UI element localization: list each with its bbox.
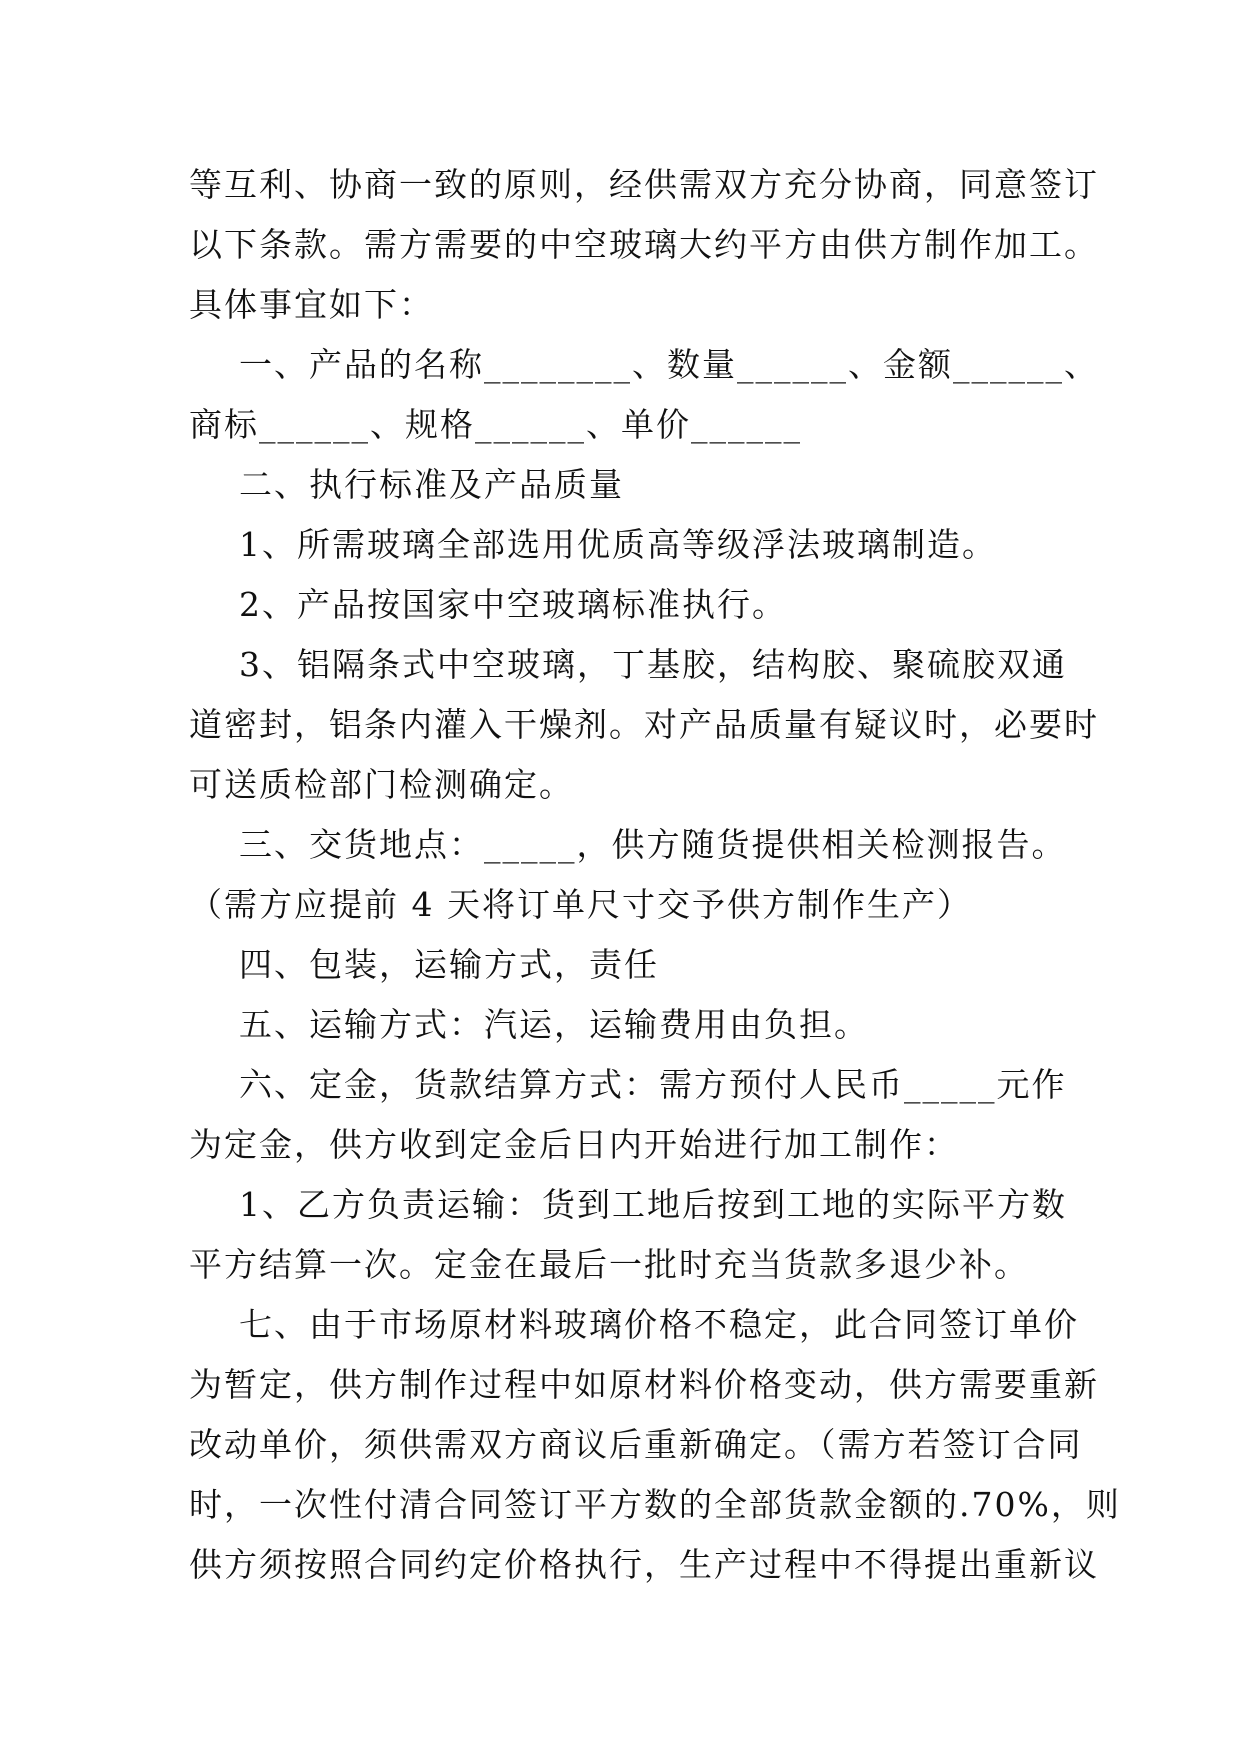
text-line-10: 道密封，铝条内灌入干燥剂。对产品质量有疑议时，必要时 [189,705,1099,744]
text-line-07: 1、所需玻璃全部选用优质高等级浮法玻璃制造。 [189,525,997,564]
text-line-22: 改动单价，须供需双方商议后重新确定。（需方若签订合同 [189,1425,1083,1464]
text-line-18: 1、乙方负责运输：货到工地后按到工地的实际平方数 [189,1185,1067,1224]
text-line-20: 七、由于市场原材料玻璃价格不稳定，此合同签订单价 [189,1305,1079,1344]
text-line-15: 五、运输方式：汽运，运输费用由负担。 [189,1005,869,1044]
text-line-24: 供方须按照合同约定价格执行，生产过程中不得提出重新议 [189,1545,1099,1584]
text-line-06: 二、执行标准及产品质量 [189,465,624,504]
text-line-08: 2、产品按国家中空玻璃标准执行。 [189,585,787,624]
text-line-05: 商标______、规格______、单价______ [189,405,802,444]
text-line-09: 3、铝隔条式中空玻璃，丁基胶，结构胶、聚硫胶双通 [189,645,1067,684]
text-line-19: 平方结算一次。定金在最后一批时充当货款多退少补。 [189,1245,1029,1284]
text-line-17: 为定金，供方收到定金后日内开始进行加工制作： [189,1125,959,1164]
text-line-01: 等互利、协商一致的原则，经供需双方充分协商，同意签订 [189,165,1099,204]
text-line-12: 三、交货地点：_____，供方随货提供相关检测报告。 [189,825,1067,864]
text-line-02: 以下条款。需方需要的中空玻璃大约平方由供方制作加工。 [189,225,1099,264]
text-line-21: 为暂定，供方制作过程中如原材料价格变动，供方需要重新 [189,1365,1099,1404]
text-line-04: 一、产品的名称________、数量______、金额______、 [189,345,1099,384]
text-line-13: （需方应提前 4 天将订单尺寸交予供方制作生产） [189,885,972,924]
text-line-16: 六、定金，货款结算方式：需方预付人民币_____元作 [189,1065,1067,1104]
text-line-14: 四、包装，运输方式，责任 [189,945,659,984]
text-line-23: 时，一次性付清合同签订平方数的全部货款金额的.70%，则 [189,1485,1121,1524]
text-line-11: 可送质检部门检测确定。 [189,765,574,804]
text-line-03: 具体事宜如下： [189,285,434,324]
